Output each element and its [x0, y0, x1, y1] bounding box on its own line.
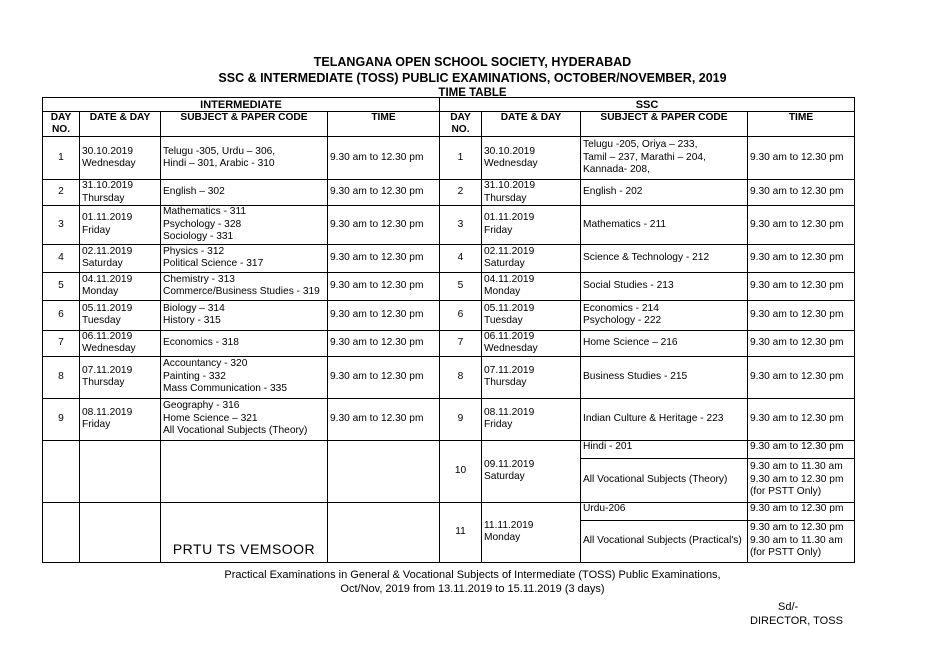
- table-row: [43, 206, 855, 245]
- inter-subject: [161, 137, 328, 180]
- inter-subject-line: Physics - 312: [163, 245, 225, 257]
- inter-day-no: 7: [43, 330, 80, 356]
- ssc-date-header: DATE & DAY: [482, 112, 581, 137]
- ssc-subject-line: Kannada- 208,: [583, 164, 650, 176]
- ssc-day-no: 3: [440, 206, 482, 245]
- ssc-time: 9.30 am to 12.30 pm: [748, 272, 855, 300]
- inter-date-day-line: Thursday: [82, 192, 125, 204]
- ssc-date-day-line: Monday: [484, 286, 521, 297]
- ssc-date-day-line: 30.10.2019: [484, 145, 535, 157]
- ssc-subject-line: Tamil – 237, Marathi – 204,: [583, 151, 706, 163]
- inter-day-no: 9: [43, 398, 80, 440]
- ssc-day-no: 9: [440, 398, 482, 440]
- ssc-subject: All Vocational Subjects (Theory): [581, 458, 748, 502]
- ssc-subject-header: SUBJECT & PAPER CODE: [581, 112, 748, 137]
- inter-date-day: [80, 356, 161, 398]
- inter-date-day: [80, 206, 161, 245]
- inter-date-empty: [80, 502, 161, 562]
- ssc-date-day-line: Monday: [484, 532, 521, 543]
- inter-subject-line: Sociology - 331: [163, 231, 234, 242]
- inter-date-day: [80, 330, 161, 356]
- inter-date-day-line: 06.11.2019: [82, 330, 133, 342]
- inter-date-day-line: Tuesday: [82, 315, 121, 326]
- ssc-subject-line: Science & Technology - 212: [583, 251, 710, 263]
- exam-title: SSC & INTERMEDIATE (TOSS) PUBLIC EXAMINATIONS, OCTOBER/NOVEMBER, 2019: [218, 71, 727, 85]
- inter-date-header: DATE & DAY: [80, 112, 161, 137]
- inter-subject-header: SUBJECT & PAPER CODE: [161, 112, 328, 137]
- inter-subject-line: Chemistry - 313: [163, 273, 235, 285]
- ssc-subject: [581, 330, 748, 356]
- inter-subject-empty: [161, 440, 328, 502]
- ssc-time-line: 9.30 am to 12.30 pm: [750, 473, 844, 485]
- table-row: [43, 137, 855, 180]
- inter-subject-line: Painting - 332: [163, 370, 226, 382]
- ssc-subject-line: Home Science – 216: [583, 336, 678, 348]
- inter-time: 9.30 am to 12.30 pm: [328, 398, 440, 440]
- inter-day-no-empty: [43, 440, 80, 502]
- ssc-date-day-line: 09.11.2019: [484, 458, 535, 470]
- inter-day-no-empty: [43, 502, 80, 562]
- ssc-subject: [581, 398, 748, 440]
- inter-subject-line: Mathematics - 311: [163, 206, 247, 217]
- inter-date-day-line: 08.11.2019: [82, 406, 133, 418]
- inter-date-day-line: Wednesday: [82, 343, 136, 354]
- header-no-label: NO.: [451, 124, 470, 135]
- inter-subject: [161, 330, 328, 356]
- ssc-date-day-line: Wednesday: [484, 158, 538, 169]
- ssc-date-day: [482, 330, 581, 356]
- footer-note-line2: Oct/Nov, 2019 from 13.11.2019 to 15.11.2019 (3 days): [340, 583, 605, 595]
- inter-subject: [161, 356, 328, 398]
- ssc-day-no: 1: [440, 137, 482, 180]
- table-row: [43, 440, 855, 458]
- header-no-label: NO.: [51, 124, 71, 135]
- ssc-date-day-line: 02.11.2019: [484, 245, 535, 257]
- ssc-date-day-line: Thursday: [484, 377, 527, 388]
- ssc-time: 9.30 am to 12.30 pm: [748, 330, 855, 356]
- ssc-day-no: 5: [440, 272, 482, 300]
- ssc-date-day-line: Friday: [484, 419, 513, 430]
- ssc-subject: [581, 180, 748, 206]
- inter-subject: [161, 272, 328, 300]
- ssc-time: [748, 458, 855, 502]
- inter-day-no-header: [43, 112, 80, 137]
- inter-subject-line: Geography - 316: [163, 400, 240, 412]
- ssc-day-no: 8: [440, 356, 482, 398]
- inter-subject-line: Commerce/Business Studies - 319: [163, 286, 320, 297]
- inter-subject-line: Telugu -305, Urdu – 306,: [163, 145, 276, 157]
- ssc-date-day-line: Saturday: [484, 471, 525, 482]
- ssc-date-day-line: 07.11.2019: [484, 364, 535, 376]
- inter-date-day-line: Friday: [82, 419, 111, 430]
- intermediate-section-header: INTERMEDIATE: [43, 98, 440, 112]
- ssc-subject-line: Economics - 214: [583, 302, 659, 314]
- table-row: [43, 330, 855, 356]
- inter-subject-line: Mass Communication - 335: [163, 383, 287, 395]
- inter-time: 9.30 am to 12.30 pm: [328, 330, 440, 356]
- inter-time: 9.30 am to 12.30 pm: [328, 137, 440, 180]
- signature-sd: Sd/-: [778, 601, 799, 613]
- ssc-time: 9.30 am to 12.30 pm: [748, 180, 855, 206]
- inter-date-day-line: Friday: [82, 224, 111, 236]
- inter-date-empty: [80, 440, 161, 502]
- ssc-date-day-line: 08.11.2019: [484, 406, 535, 418]
- watermark-text: PRTU TS VEMSOOR: [161, 502, 328, 562]
- ssc-date-day-line: Tuesday: [484, 315, 523, 326]
- inter-subject-line: Economics - 318: [163, 336, 239, 348]
- ssc-time: 9.30 am to 12.30 pm: [748, 300, 855, 330]
- inter-time: 9.30 am to 12.30 pm: [328, 356, 440, 398]
- inter-subject: [161, 180, 328, 206]
- ssc-time: [748, 502, 855, 520]
- ssc-time-line: (for PSTT Only): [750, 547, 822, 559]
- footer-note-line1: Practical Examinations in General & Vocational Subjects of Intermediate (TOSS) Public Examinations,: [224, 569, 721, 581]
- ssc-subject: All Vocational Subjects (Practical's): [581, 520, 748, 562]
- inter-subject-line: Home Science – 321: [163, 412, 258, 424]
- ssc-date-day-line: 04.11.2019: [484, 273, 535, 285]
- header-day-label: DAY: [50, 112, 72, 123]
- ssc-date-day: [482, 398, 581, 440]
- inter-day-no: 2: [43, 180, 80, 206]
- inter-date-day-line: 31.10.2019: [82, 180, 133, 191]
- table-row: [43, 300, 855, 330]
- inter-subject-line: Psychology - 328: [163, 218, 242, 230]
- inter-date-day: [80, 272, 161, 300]
- ssc-time-line: (for PSTT Only): [750, 486, 822, 498]
- ssc-date-day: [482, 180, 581, 206]
- inter-time: 9.30 am to 12.30 pm: [328, 206, 440, 245]
- ssc-day-no: 2: [440, 180, 482, 206]
- inter-date-day-line: Wednesday: [82, 158, 136, 169]
- inter-subject-line: Biology – 314: [163, 302, 225, 314]
- inter-date-day: [80, 244, 161, 272]
- inter-date-day-line: 02.11.2019: [82, 245, 133, 257]
- inter-subject-line: Political Science - 317: [163, 258, 264, 269]
- ssc-date-day-line: 01.11.2019: [484, 212, 535, 224]
- inter-subject-line: History - 315: [163, 315, 221, 326]
- inter-date-day: [80, 180, 161, 206]
- inter-time: 9.30 am to 12.30 pm: [328, 272, 440, 300]
- inter-date-day-line: 01.11.2019: [82, 212, 133, 224]
- ssc-time-line: 9.30 am to 12.30 pm: [750, 440, 844, 452]
- ssc-time-line: 9.30 am to 11.30 am: [750, 534, 843, 546]
- inter-date-day-line: 05.11.2019: [82, 302, 133, 314]
- time-table-body: [43, 137, 855, 563]
- ssc-date-day: [482, 502, 581, 562]
- ssc-subject-line: Psychology - 222: [583, 315, 662, 326]
- table-row: [43, 180, 855, 206]
- inter-date-day: [80, 398, 161, 440]
- ssc-time: 9.30 am to 12.30 pm: [748, 137, 855, 180]
- table-row: [43, 398, 855, 440]
- inter-time-empty: [328, 440, 440, 502]
- ssc-subject-line: Telugu -205, Oriya – 233,: [583, 139, 698, 151]
- ssc-subject-line: Business Studies - 215: [583, 370, 688, 382]
- inter-date-day-line: Thursday: [82, 377, 125, 388]
- document-title: TELANGANA OPEN SCHOOL SOCIETY, HYDERABAD: [313, 55, 632, 69]
- ssc-time: [748, 440, 855, 458]
- inter-day-no: 4: [43, 244, 80, 272]
- inter-date-day-line: 07.11.2019: [82, 364, 133, 376]
- ssc-subject: [581, 272, 748, 300]
- inter-subject: [161, 300, 328, 330]
- ssc-subject-line: English - 202: [583, 186, 643, 198]
- ssc-time: 9.30 am to 12.30 pm: [748, 206, 855, 245]
- inter-subject: [161, 398, 328, 440]
- ssc-subject-line: Social Studies - 213: [583, 279, 674, 291]
- table-row: [43, 272, 855, 300]
- inter-time-empty: [328, 502, 440, 562]
- ssc-subject: [581, 206, 748, 245]
- ssc-time-header: TIME: [748, 112, 855, 137]
- table-row: [43, 502, 855, 520]
- ssc-date-day: [482, 300, 581, 330]
- ssc-day-no: 4: [440, 244, 482, 272]
- inter-time: 9.30 am to 12.30 pm: [328, 244, 440, 272]
- inter-subject: [161, 244, 328, 272]
- ssc-subject: [581, 244, 748, 272]
- inter-time: 9.30 am to 12.30 pm: [328, 300, 440, 330]
- ssc-date-day-line: 31.10.2019: [484, 180, 535, 191]
- ssc-subject: Urdu-206: [581, 502, 748, 520]
- header-day-label: DAY: [450, 112, 471, 123]
- inter-date-day: [80, 137, 161, 180]
- ssc-date-day: [482, 137, 581, 180]
- ssc-date-day-line: Friday: [484, 224, 513, 236]
- table-row: [43, 356, 855, 398]
- inter-subject: [161, 206, 328, 245]
- ssc-subject-line: Mathematics - 211: [583, 218, 667, 230]
- inter-day-no: 6: [43, 300, 80, 330]
- ssc-date-day: [482, 272, 581, 300]
- inter-day-no: 1: [43, 137, 80, 180]
- ssc-date-day-line: 05.11.2019: [484, 302, 535, 314]
- ssc-time: 9.30 am to 12.30 pm: [748, 244, 855, 272]
- ssc-time-line: 9.30 am to 12.30 pm: [750, 522, 844, 534]
- ssc-date-day: [482, 244, 581, 272]
- inter-day-no: 8: [43, 356, 80, 398]
- ssc-section-header: SSC: [440, 98, 855, 112]
- inter-subject-line: Hindi – 301, Arabic - 310: [163, 158, 275, 169]
- ssc-subject: [581, 137, 748, 180]
- ssc-date-day-line: Wednesday: [484, 343, 538, 354]
- ssc-subject-line: Indian Culture & Heritage - 223: [583, 412, 724, 424]
- ssc-time-line: 9.30 am to 12.30 pm: [750, 502, 844, 514]
- time-table: [42, 97, 855, 563]
- ssc-time: [748, 520, 855, 562]
- ssc-date-day-line: Saturday: [484, 258, 525, 269]
- ssc-time: 9.30 am to 12.30 pm: [748, 398, 855, 440]
- inter-day-no: 3: [43, 206, 80, 245]
- ssc-subject: [581, 356, 748, 398]
- ssc-day-no: 6: [440, 300, 482, 330]
- ssc-time-line: 9.30 am to 11.30 am: [750, 461, 843, 473]
- ssc-day-no: 7: [440, 330, 482, 356]
- inter-date-day-line: Saturday: [82, 258, 123, 269]
- inter-date-day: [80, 300, 161, 330]
- ssc-date-day-line: 11.11.2019: [484, 519, 534, 531]
- inter-date-day-line: Monday: [82, 286, 119, 297]
- ssc-time: 9.30 am to 12.30 pm: [748, 356, 855, 398]
- inter-time: 9.30 am to 12.30 pm: [328, 180, 440, 206]
- ssc-day-no: 10: [440, 440, 482, 502]
- ssc-date-day-line: 06.11.2019: [484, 330, 535, 342]
- inter-date-day-line: 30.10.2019: [82, 145, 133, 157]
- ssc-day-no: 11: [440, 502, 482, 562]
- inter-subject-line: Accountancy - 320: [163, 358, 248, 370]
- ssc-subject: Hindi - 201: [581, 440, 748, 458]
- inter-day-no: 5: [43, 272, 80, 300]
- ssc-date-day: [482, 206, 581, 245]
- signature-director: DIRECTOR, TOSS: [750, 615, 843, 627]
- inter-time-header: TIME: [328, 112, 440, 137]
- inter-subject-line: English – 302: [163, 186, 225, 198]
- table-row: [43, 244, 855, 272]
- ssc-subject: [581, 300, 748, 330]
- ssc-date-day: [482, 440, 581, 502]
- ssc-date-day: [482, 356, 581, 398]
- inter-date-day-line: 04.11.2019: [82, 273, 133, 285]
- time-table-heading: TIME TABLE: [438, 87, 507, 97]
- ssc-date-day-line: Thursday: [484, 192, 527, 204]
- inter-subject-line: All Vocational Subjects (Theory): [163, 425, 308, 437]
- ssc-day-no-header: [440, 112, 482, 137]
